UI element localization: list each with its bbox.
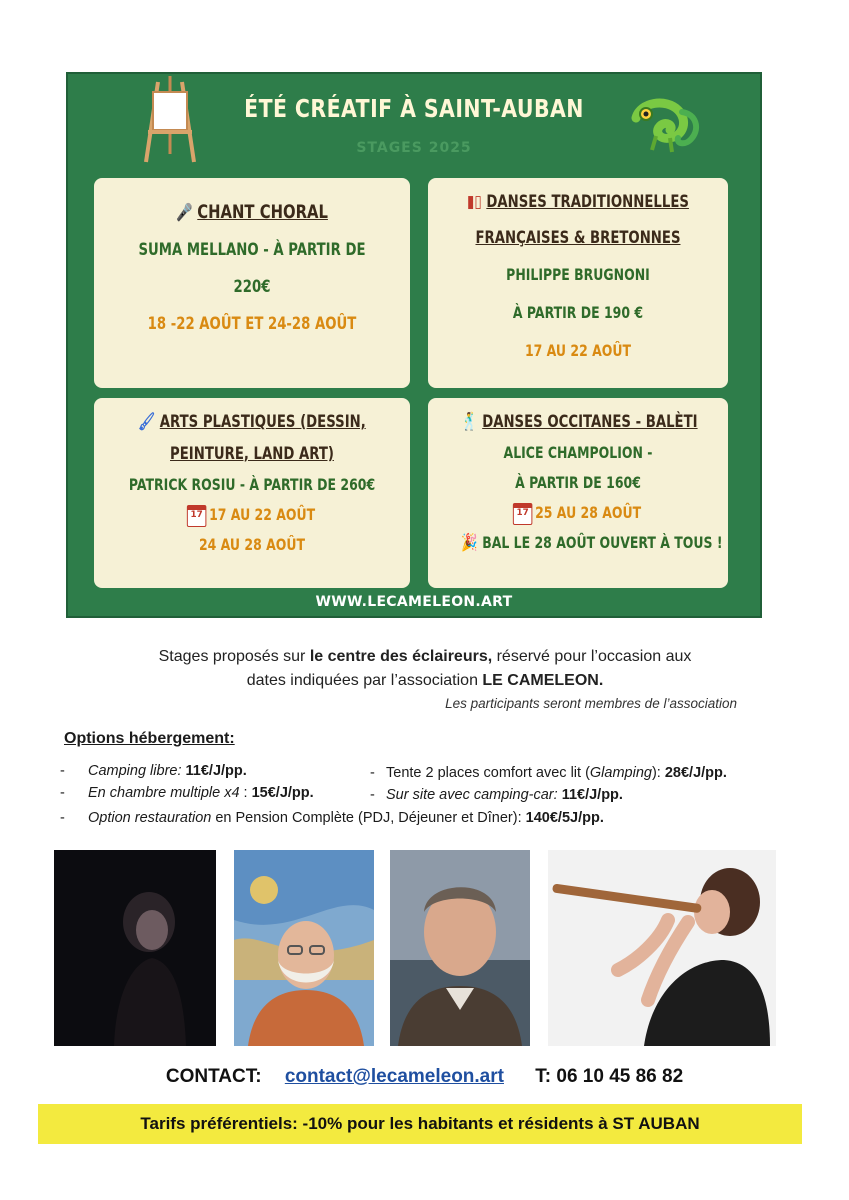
contact-label: CONTACT: bbox=[165, 1066, 262, 1087]
card-danses-traditionnelles bbox=[428, 178, 728, 388]
card-dates: 17 25 AU 28 AOÛT bbox=[461, 498, 695, 528]
card-line: ALICE CHAMPOLION - bbox=[503, 443, 653, 462]
option-camping-libre: - Camping libre: 11€/J/pp. bbox=[60, 763, 247, 779]
card-dates-2: 24 AU 28 AOÛT bbox=[198, 535, 306, 554]
microphone-icon: 🎤 bbox=[176, 203, 193, 223]
option-tente-glamping: - Tente 2 places comfort avec lit (Glamping): 28€/J/pp. bbox=[370, 765, 727, 781]
card-title: 🎤 CHANT CHORAL bbox=[129, 194, 375, 232]
card-line: SUMA MELLANO - À PARTIR DE bbox=[138, 240, 366, 260]
card-line: PHILIPPE BRUGNONI bbox=[506, 265, 650, 284]
poster-url[interactable]: WWW.LECAMELEON.ART bbox=[315, 594, 513, 610]
card-price: 220€ bbox=[233, 277, 271, 297]
option-chambre-multiple: - En chambre multiple x4 : 15€/J/pp. bbox=[60, 785, 314, 801]
card-arts-plastiques bbox=[94, 398, 410, 588]
paintbrush-icon: 🖌 bbox=[138, 412, 156, 432]
party-popper-icon: 🎉 bbox=[461, 533, 478, 553]
intro-line-2: dates indiquées par l’association LE CAMELEON. bbox=[246, 672, 604, 689]
membership-note: Les participants seront membres de l’association bbox=[445, 696, 737, 711]
card-dates: 17 AU 22 AOÛT bbox=[524, 341, 632, 360]
options-heading: Options hébergement: bbox=[64, 730, 235, 747]
card-line: PATRICK ROSIU - À PARTIR DE 260€ bbox=[128, 475, 376, 494]
card-title-2: PEINTURE, LAND ART) bbox=[170, 444, 334, 464]
card-danses-occitanes bbox=[428, 398, 728, 588]
accordion-icon: ▮▯ bbox=[467, 192, 482, 212]
photo-singer bbox=[54, 850, 216, 1046]
card-price: À PARTIR DE 190 € bbox=[512, 303, 644, 322]
contact-line bbox=[0, 1066, 849, 1088]
photo-painter bbox=[234, 850, 374, 1046]
option-restauration: - Option restauration en Pension Complète (PDJ, Déjeuner et Dîner): 140€/5J/pp. bbox=[60, 810, 604, 826]
photo-flutist bbox=[548, 850, 776, 1046]
card-title: 🕺 DANSES OCCITANES - BALÈTI bbox=[461, 406, 695, 438]
dancer-icon: 🕺 bbox=[461, 412, 478, 432]
card-bal: 🎉 BAL LE 28 AOÛT OUVERT À TOUS ! bbox=[461, 528, 695, 558]
card-chant-choral bbox=[94, 178, 410, 388]
photo-man bbox=[390, 850, 530, 1046]
option-camping-car: - Sur site avec camping-car: 11€/J/pp. bbox=[370, 787, 623, 803]
contact-phone: T: 06 10 45 86 82 bbox=[535, 1066, 684, 1087]
card-dates: 18 -22 AOÛT ET 24-28 AOÛT bbox=[147, 314, 357, 334]
card-title: ▮▯ DANSES TRADITIONNELLES bbox=[461, 184, 695, 220]
discount-banner: Tarifs préférentiels: -10% pour les habitants et résidents à ST AUBAN bbox=[38, 1104, 802, 1144]
calendar-icon: 17 bbox=[187, 505, 207, 527]
intro-line-1: Stages proposés sur le centre des éclaireurs, réservé pour l’occasion aux bbox=[158, 648, 692, 665]
contact-email-link[interactable]: contact@lecameleon.art bbox=[284, 1066, 504, 1087]
calendar-icon: 17 bbox=[513, 503, 533, 525]
poster bbox=[66, 72, 762, 618]
card-title: 🖌 ARTS PLASTIQUES (DESSIN, bbox=[129, 406, 375, 438]
card-price: À PARTIR DE 160€ bbox=[515, 473, 641, 492]
card-dates: 17 17 AU 22 AOÛT bbox=[129, 500, 375, 530]
poster-title: ÉTÉ CRÉATIF À SAINT-AUBAN bbox=[244, 94, 584, 123]
poster-subtitle: STAGES 2025 bbox=[356, 140, 472, 156]
chameleon-icon bbox=[626, 84, 706, 164]
card-title-2: FRANÇAISES & BRETONNES bbox=[475, 228, 681, 248]
